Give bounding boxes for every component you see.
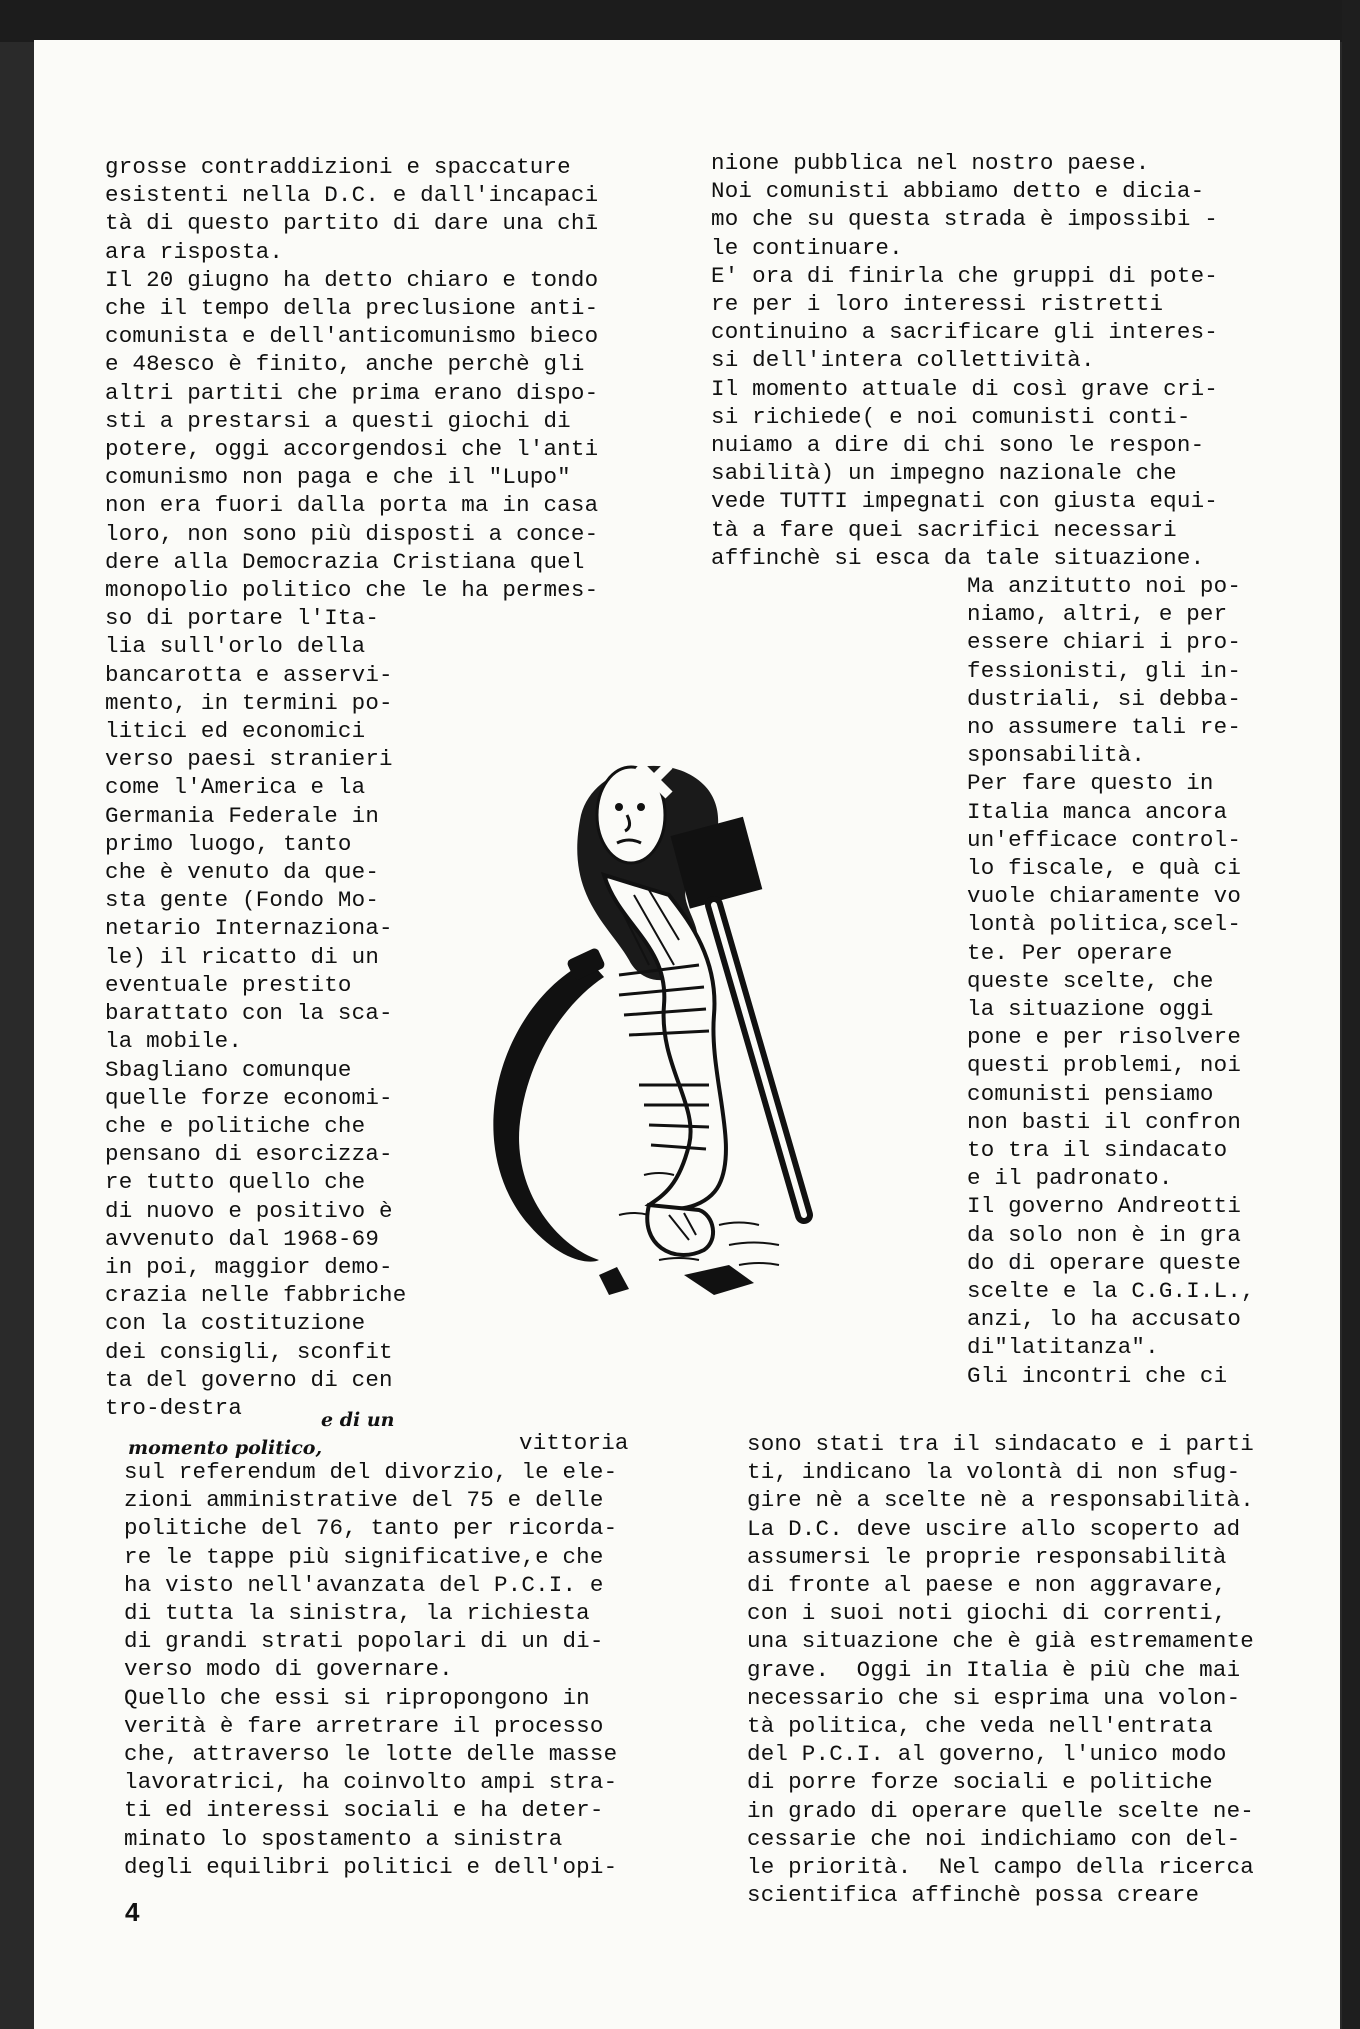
text-line: Quello che essi si ripropongono in — [124, 1684, 590, 1711]
text-line: so di portare l'Ita- — [105, 605, 380, 632]
text-line: do di operare queste — [967, 1249, 1242, 1276]
illustration-italy-sickle — [469, 745, 859, 1305]
text-line: vede TUTTI impegnati con giusta equi- — [711, 488, 1218, 515]
text-line: da solo non è in gra — [967, 1221, 1242, 1248]
text-line: dei consigli, sconfit — [105, 1338, 393, 1365]
text-line: niamo, altri, e per — [967, 601, 1228, 628]
text-line: queste scelte, che — [967, 967, 1214, 994]
text-line: le) il ricatto di un — [105, 943, 380, 970]
text-line: Il governo Andreotti — [967, 1193, 1242, 1220]
text-line: te. Per operare — [967, 939, 1173, 966]
text-line: con i suoi noti giochi di correnti, — [747, 1600, 1227, 1627]
text-line: Il 20 giugno ha detto chiaro e tondo — [105, 266, 599, 293]
text-line: necessario che si esprima una volon- — [747, 1684, 1241, 1711]
vittoria-word: vittoria — [519, 1430, 629, 1456]
text-line: essere chiari i pro- — [967, 629, 1242, 656]
right-bottom-text — [747, 1430, 1254, 1909]
text-line: lo fiscale, e quà ci — [967, 855, 1242, 882]
text-line: si richiede( e noi comunisti conti- — [711, 403, 1191, 430]
text-line: mento, in termini po- — [105, 689, 393, 716]
text-line: pensano di esorcizza- — [105, 1141, 393, 1168]
text-line: tà di questo partito di dare una chī — [105, 210, 599, 237]
text-line: mo che su questa strada è impossibi - — [711, 206, 1218, 233]
text-line: fessionisti, gli in- — [967, 657, 1242, 684]
sickle-blade — [493, 960, 604, 1262]
text-line: minato lo spostamento a sinistra — [124, 1825, 563, 1852]
text-line: primo luogo, tanto — [105, 830, 352, 857]
text-line: in poi, maggior demo- — [105, 1253, 393, 1280]
text-line: di grandi strati popolari di un di- — [124, 1628, 604, 1655]
text-line: re per i loro interessi ristretti — [711, 291, 1164, 318]
right-narrow-column — [967, 572, 1255, 1390]
text-line: di nuovo e positivo è — [105, 1197, 393, 1224]
text-line: di tutta la sinistra, la richiesta — [124, 1600, 590, 1627]
text-line: tà politica, che veda nell'entrata — [747, 1713, 1213, 1740]
text-line: di porre forze sociali e politiche — [747, 1769, 1213, 1796]
text-line: comunisti pensiamo — [967, 1080, 1214, 1107]
text-line: Il momento attuale di così grave cri- — [711, 375, 1218, 402]
text-line: sti a prestarsi a questi giochi di — [105, 407, 571, 434]
text-line: La D.C. deve uscire allo scoperto ad — [747, 1515, 1241, 1542]
text-line: dustriali, si debba- — [967, 685, 1242, 712]
text-line: di fronte al paese e non aggravare, — [747, 1572, 1227, 1599]
text-line: avvenuto dal 1968-69 — [105, 1225, 380, 1252]
text-line: loro, non sono più disposti a conce- — [105, 520, 599, 547]
scan-top-border — [0, 0, 1360, 42]
text-line: grosse contraddizioni e spaccature — [105, 154, 571, 180]
text-line: lavoratrici, ha coinvolto ampi stra- — [124, 1769, 618, 1796]
text-line: ha visto nell'avanzata del P.C.I. e — [124, 1571, 604, 1598]
document-page — [34, 40, 1340, 2029]
text-line: politiche del 76, tanto per ricorda- — [124, 1515, 618, 1542]
text-line: nione pubblica nel nostro paese. — [711, 150, 1150, 176]
text-line: un'efficace control- — [967, 826, 1242, 853]
text-line: del P.C.I. al governo, l'unico modo — [747, 1741, 1227, 1768]
text-line: pone e per risolvere — [967, 1024, 1242, 1051]
text-line: sabilità) un impegno nazionale che — [711, 460, 1177, 487]
text-line: E' ora di finirla che gruppi di pote- — [711, 262, 1218, 289]
text-line: e il padronato. — [967, 1165, 1173, 1192]
text-line: le continuare. — [711, 234, 903, 261]
text-line: to tra il sindacato — [967, 1137, 1228, 1164]
scan-right-border — [1342, 0, 1360, 2029]
text-line: litici ed economici — [105, 718, 366, 745]
text-line: che è venuto da que- — [105, 859, 380, 886]
text-line: che il tempo della preclusione anti- — [105, 295, 599, 322]
text-line: ti ed interessi sociali e ha deter- — [124, 1797, 604, 1824]
text-line: una situazione che è già estremamente — [747, 1628, 1254, 1655]
text-line: potere, oggi accorgendosi che l'anti — [105, 436, 599, 463]
text-line: la mobile. — [105, 1028, 243, 1055]
text-line: barattato con la sca- — [105, 1000, 393, 1027]
text-line: re tutto quello che — [105, 1169, 366, 1196]
text-line: gire nè a scelte nè a responsabilità. — [747, 1487, 1254, 1514]
text-line: la situazione oggi — [967, 996, 1214, 1023]
text-line: vuole chiaramente vo — [967, 883, 1242, 910]
text-line: tro-destra — [105, 1394, 243, 1421]
text-line: Italia manca ancora — [967, 798, 1228, 825]
text-line: scientifica affinchè possa creare — [747, 1882, 1200, 1909]
text-line: Germania Federale in — [105, 802, 380, 829]
sicily — [684, 1265, 754, 1295]
text-line: sta gente (Fondo Mo- — [105, 887, 380, 914]
text-line: si dell'intera collettività. — [711, 347, 1095, 374]
sardinia — [599, 1267, 629, 1295]
text-line: zioni amministrative del 75 e delle — [124, 1487, 604, 1514]
text-line: questi problemi, noi — [967, 1052, 1242, 1079]
text-line: comunista e dell'anticomunismo bieco — [105, 323, 599, 350]
text-line: come l'America e la — [105, 774, 366, 801]
text-line: sono stati tra il sindacato e i parti — [747, 1431, 1254, 1457]
text-line: esistenti nella D.C. e dall'incapaci — [105, 182, 599, 209]
text-line: ta del governo di cen — [105, 1366, 393, 1393]
text-line: dere alla Democrazia Cristiana quel — [105, 548, 585, 575]
text-line: in grado di operare quelle scelte ne- — [747, 1797, 1254, 1824]
text-line: verso paesi stranieri — [105, 746, 393, 773]
right-top-text — [711, 149, 1218, 572]
text-line: sul referendum del divorzio, le ele- — [124, 1459, 618, 1485]
text-line: continuino a sacrificare gli interes- — [711, 319, 1218, 346]
text-line: verità è fare arretrare il processo — [124, 1712, 604, 1739]
text-line: bancarotta e asservi- — [105, 661, 393, 688]
text-line: Gli incontri che ci — [967, 1362, 1228, 1389]
left-bottom-text — [124, 1458, 617, 1881]
text-line: grave. Oggi in Italia è più che mai — [747, 1656, 1241, 1683]
text-line: lia sull'orlo della — [105, 633, 366, 660]
text-line: cessarie che noi indichiamo con del- — [747, 1825, 1241, 1852]
text-line: le priorità. Nel campo della ricerca — [747, 1854, 1254, 1881]
text-line: Ma anzitutto noi po- — [967, 573, 1242, 599]
handwritten-insert-2: momento politico, — [128, 1437, 323, 1459]
text-line: altri partiti che prima erano dispo- — [105, 379, 599, 406]
text-line: anzi, lo ha accusato — [967, 1306, 1242, 1333]
text-line: che e politiche che — [105, 1112, 366, 1139]
text-line: di"latitanza". — [967, 1334, 1159, 1361]
text-line: netario Internaziona- — [105, 915, 393, 942]
handwritten-insert-1: e di un — [321, 1409, 395, 1431]
text-line: quelle forze economi- — [105, 1084, 393, 1111]
text-line: assumersi le proprie responsabilità — [747, 1543, 1227, 1570]
text-line: monopolio politico che le ha permes- — [105, 577, 599, 604]
text-line: scelte e la C.G.I.L., — [967, 1278, 1255, 1305]
text-line: ara risposta. — [105, 238, 284, 265]
text-line: sponsabilità. — [967, 742, 1146, 769]
text-line: Sbagliano comunque — [105, 1056, 352, 1083]
text-line: non era fuori dalla porta ma in casa — [105, 492, 599, 519]
text-line: re le tappe più significative,e che — [124, 1543, 604, 1570]
text-line: verso modo di governare. — [124, 1656, 453, 1683]
text-line: comunismo non paga e che il "Lupo" — [105, 464, 571, 491]
text-line: no assumere tali re- — [967, 714, 1242, 741]
text-line: Noi comunisti abbiamo detto e dicia- — [711, 178, 1205, 205]
text-line: Per fare questo in — [967, 770, 1214, 797]
text-line: nuiamo a dire di chi sono le respon- — [711, 432, 1205, 459]
text-line: e 48esco è finito, anche perchè gli — [105, 351, 585, 378]
text-line: non basti il confron — [967, 1108, 1242, 1135]
text-line: degli equilibri politici e dell'opi- — [124, 1853, 618, 1880]
text-line: con la costituzione — [105, 1310, 366, 1337]
text-line: lontà politica,scel- — [967, 911, 1242, 938]
text-line: ti, indicano la volontà di non sfug- — [747, 1459, 1241, 1486]
text-line: eventuale prestito — [105, 971, 352, 998]
text-line: crazia nelle fabbriche — [105, 1282, 407, 1309]
page-number: 4 — [125, 1897, 140, 1927]
text-line: affinchè si esca da tale situazione. — [711, 544, 1205, 571]
text-line: tà a fare quei sacrifici necessari — [711, 516, 1177, 543]
text-line: che, attraverso le lotte delle masse — [124, 1741, 618, 1768]
